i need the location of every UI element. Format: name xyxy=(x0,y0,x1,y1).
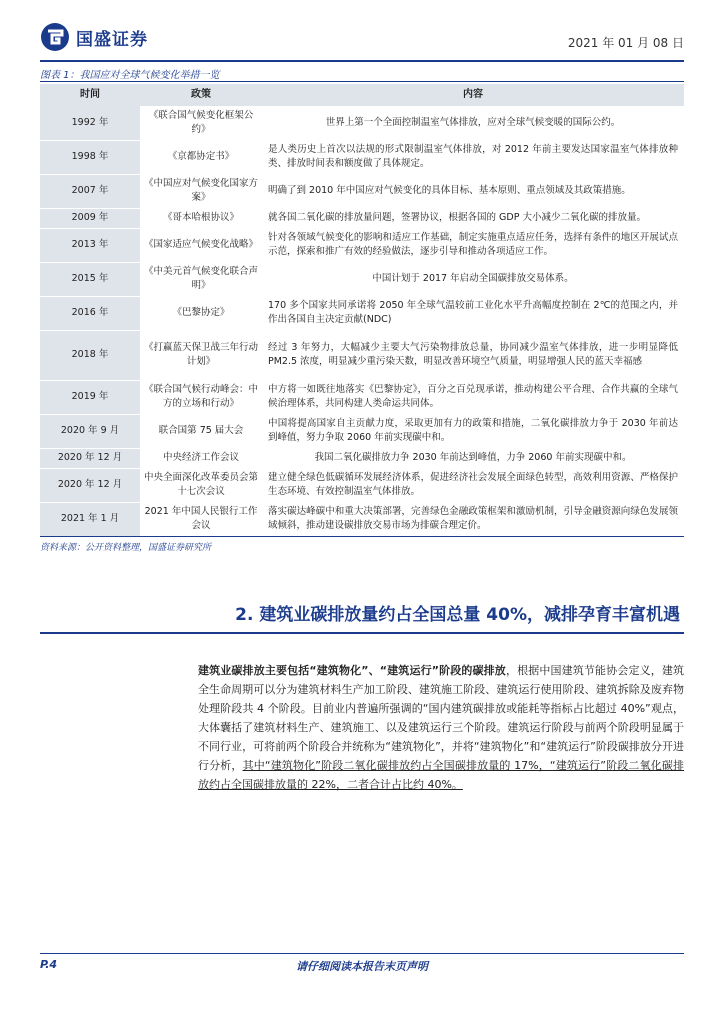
header-divider xyxy=(40,60,684,62)
cell-content: 明确了到 2010 年中国应对气候变化的具体目标、基本原则、重点领域及其政策措施。 xyxy=(262,174,684,208)
cell-time: 2015 年 xyxy=(40,262,140,296)
cell-policy: 《联合国气候行动峰会：中方的立场和行动》 xyxy=(140,380,262,414)
cell-content: 中方将一如既往地落实《巴黎协定》，百分之百兑现承诺，推动构建公平合理、合作共赢的全球气候治理体系，共同构建人类命运共同体。 xyxy=(262,380,684,414)
page-number: P.4 xyxy=(40,958,58,971)
cell-time: 2020 年 12 月 xyxy=(40,448,140,468)
page-header xyxy=(40,22,684,56)
cell-content: 落实碳达峰碳中和重大决策部署，完善绿色金融政策框架和激励机制，引导金融资源向绿色发展领域倾斜，推动建设碳排放交易市场为排碳合理定价。 xyxy=(262,502,684,536)
footer-divider xyxy=(40,953,684,954)
cell-content: 中国将提高国家自主贡献力度，采取更加有力的政策和措施，二氧化碳排放力争于 2030 年前达到峰值，努力争取 2060 年前实现碳中和。 xyxy=(262,414,684,448)
table-header-row xyxy=(40,84,684,106)
column-header-policy: 政策 xyxy=(140,84,262,106)
cell-policy: 《中国应对气候变化国家方案》 xyxy=(140,174,262,208)
company-logo xyxy=(40,22,148,52)
cell-time: 2009 年 xyxy=(40,208,140,228)
paragraph-lead: 建筑业碳排放主要包括“建筑物化”、“建筑运行”阶段的碳排放 xyxy=(198,664,506,677)
cell-content: 世界上第一个全面控制温室气体排放，应对全球气候变暖的国际公约。 xyxy=(262,106,684,140)
policy-table xyxy=(40,84,684,537)
cell-policy: 《哥本哈根协议》 xyxy=(140,208,262,228)
cell-time: 2018 年 xyxy=(40,330,140,380)
cell-policy: 《京都协定书》 xyxy=(140,140,262,174)
table-row xyxy=(40,448,684,468)
body-paragraph xyxy=(198,661,684,794)
table-row xyxy=(40,330,684,380)
table-row xyxy=(40,174,684,208)
section-heading xyxy=(40,592,684,634)
cell-policy: 2021 年中国人民银行工作会议 xyxy=(140,502,262,536)
table-row xyxy=(40,502,684,536)
cell-time: 2019 年 xyxy=(40,380,140,414)
table-row xyxy=(40,228,684,262)
figure-source: 资料来源：公开资料整理，国盛证券研究所 xyxy=(40,543,212,553)
cell-time: 2013 年 xyxy=(40,228,140,262)
table-row xyxy=(40,262,684,296)
cell-time: 2020 年 12 月 xyxy=(40,468,140,502)
table-row xyxy=(40,140,684,174)
cell-policy: 联合国第 75 届大会 xyxy=(140,414,262,448)
table-row xyxy=(40,414,684,448)
cell-content: 经过 3 年努力，大幅减少主要大气污染物排放总量，协同减少温室气体排放，进一步明显降低 PM2.5 浓度，明显减少重污染天数，明显改善环境空气质量，明显增强人民的蓝天幸福感 xyxy=(262,330,684,380)
table-row xyxy=(40,468,684,502)
table-row xyxy=(40,208,684,228)
cell-time: 1998 年 xyxy=(40,140,140,174)
column-header-content: 内容 xyxy=(262,84,684,106)
cell-content: 针对各领域气候变化的影响和适应工作基础，制定实施重点适应任务，选择有条件的地区开展试点示范，探索和推广有效的经验做法，逐步引导和推动各项适应工作。 xyxy=(262,228,684,262)
cell-content: 是人类历史上首次以法规的形式限制温室气体排放，对 2012 年前主要发达国家温室气体排放种类、排放时间表和额度做了具体规定。 xyxy=(262,140,684,174)
cell-policy: 中央经济工作会议 xyxy=(140,448,262,468)
table-row xyxy=(40,380,684,414)
cell-time: 2021 年 1 月 xyxy=(40,502,140,536)
cell-policy: 《打赢蓝天保卫战三年行动计划》 xyxy=(140,330,262,380)
cell-policy: 《国家适应气候变化战略》 xyxy=(140,228,262,262)
logo-icon xyxy=(40,22,70,52)
cell-content: 建立健全绿色低碳循环发展经济体系，促进经济社会发展全面绿色转型，高效利用资源、严格保护生态环境、有效控制温室气体排放。 xyxy=(262,468,684,502)
table-row xyxy=(40,106,684,140)
cell-time: 2016 年 xyxy=(40,296,140,330)
column-header-time: 时间 xyxy=(40,84,140,106)
caption-divider xyxy=(40,81,684,82)
report-date: 2021 年 01 月 08 日 xyxy=(567,36,684,50)
disclaimer-note: 请仔细阅读本报告末页声明 xyxy=(296,960,428,973)
cell-time: 1992 年 xyxy=(40,106,140,140)
cell-policy: 中央全面深化改革委员会第十七次会议 xyxy=(140,468,262,502)
paragraph-highlight: 其中“建筑物化”阶段二氧化碳排放约占全国碳排放量的 17%，“建筑运行”阶段二氧化碳排放约占全国碳排放量的 22%，二者合计占比约 40%。 xyxy=(198,759,684,791)
cell-policy: 《巴黎协定》 xyxy=(140,296,262,330)
cell-time: 2007 年 xyxy=(40,174,140,208)
cell-content: 就各国二氧化碳的排放量问题，签署协议，根据各国的 GDP 大小减少二氧化碳的排放量。 xyxy=(262,208,684,228)
cell-policy: 《联合国气候变化框架公约》 xyxy=(140,106,262,140)
cell-policy: 《中美元首气候变化联合声明》 xyxy=(140,262,262,296)
logo-text: 国盛证券 xyxy=(76,29,148,50)
cell-content: 170 多个国家共同承诺将 2050 年全球气温较前工业化水平升高幅度控制在 2℃的范围之内，并作出各国自主决定贡献(NDC) xyxy=(262,296,684,330)
cell-content: 我国二氧化碳排放力争 2030 年前达到峰值，力争 2060 年前实现碳中和。 xyxy=(262,448,684,468)
figure-caption: 图表 1：我国应对全球气候变化举措一览 xyxy=(40,70,220,81)
cell-content: 中国计划于 2017 年启动全国碳排放交易体系。 xyxy=(262,262,684,296)
section-title: 2. 建筑业碳排放量约占全国总量 40%，减排孕育丰富机遇 xyxy=(235,605,680,625)
paragraph-body: ，根据中国建筑节能协会定义，建筑全生命周期可以分为建筑材料生产加工阶段、建筑施工阶段、建筑运行使用阶段、建筑拆除及废弃物处理阶段共 4 个阶段。目前业内普遍所强调的“国内建筑碳排放或能耗等指标占比超过 40%”观点，大体囊括了建筑材料生产、建筑施工、以及建筑运行三个阶段。建筑运行阶段与前两个阶段明显属于不同行业，可将前两个阶段合并统称为“建筑物化”，并将“建筑物化”和“建筑运行”阶段碳排放分开进行分析， xyxy=(198,664,685,772)
cell-time: 2020 年 9 月 xyxy=(40,414,140,448)
table-row xyxy=(40,296,684,330)
